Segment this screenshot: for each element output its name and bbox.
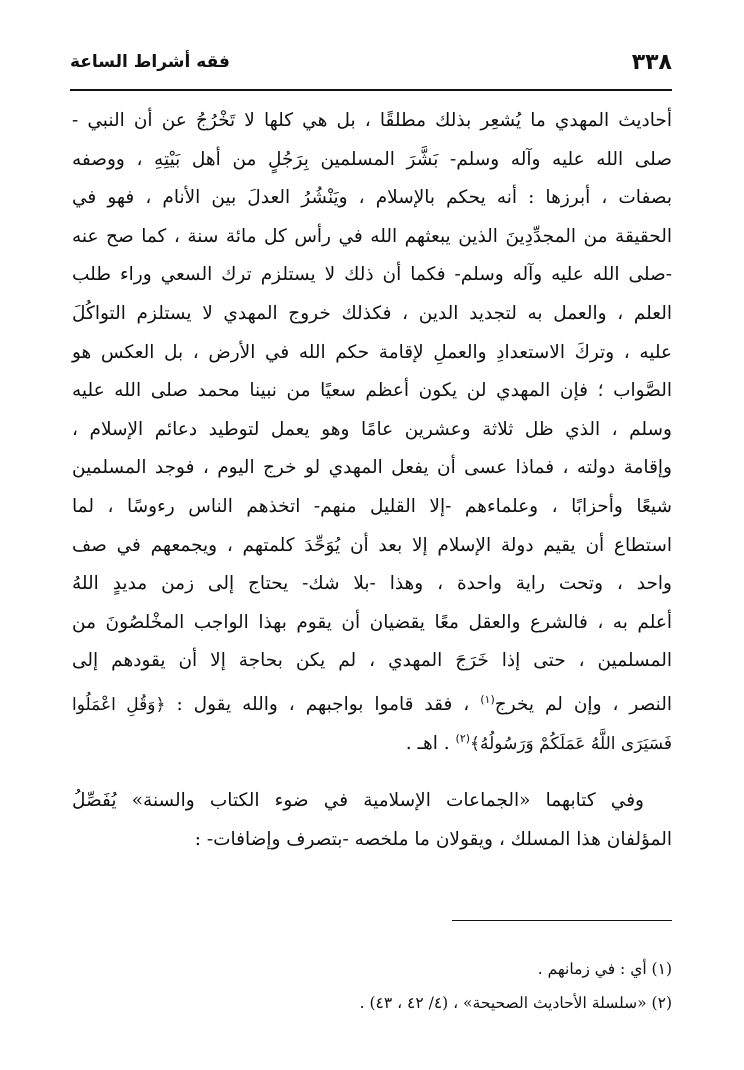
line-segment: النصر ، وإن لم يخرج	[494, 694, 673, 716]
text-line: وفي كتابهما «الجماعات الإسلامية في ضوء الكتاب والسنة» يُفَصِّلُ	[72, 790, 644, 812]
text-line: صلى الله عليه وآله وسلم- بَشَّرَ المسلمين بِرَجُلٍ من أهل بَيْتِهِ ، ووصفه	[72, 148, 672, 170]
line-segment: ، فقد قاموا بواجبهم ، والله يقول :	[165, 694, 481, 716]
text-line	[72, 720, 672, 759]
text-line: عليه ، وتركَ الاستعدادِ والعملِ لإقامة حكم الله في الأرض ، بل العكس هو	[72, 341, 672, 363]
page-number: ٣٣٨	[631, 50, 672, 75]
line-segment: . اهـ .	[405, 732, 456, 754]
footnote-ref-1[interactable]: (١)	[480, 692, 495, 706]
text-line: الحقيقة من المجدِّدِينَ الذين يبعثهم الله في رأس كل مائة سنة ، كما صح عنه	[72, 225, 672, 247]
text-line: وسلم ، الذي ظل ثلاثة وعشرين عامًا وهو يعمل لتوطيد دعائم الإسلام ،	[72, 418, 672, 440]
text-line: بصفات ، أبرزها : أنه يحكم بالإسلام ، ويَنْشُرُ العدلَ بين الأنام ، فهو في	[72, 187, 672, 209]
text-line: واحد ، وتحت راية واحدة ، وهذا -بلا شك- يحتاج إلى زمن مديدٍ اللهُ	[72, 573, 672, 595]
running-title: فقه أشراط الساعة	[70, 52, 230, 72]
text-line: شيعًا وأحزابًا ، وعلماءهم -إلا القليل منهم- اتخذهم الناس رءوسًا ، لما	[72, 495, 672, 517]
paragraph-gap	[72, 758, 672, 782]
footnote-separator	[452, 920, 672, 921]
text-line: العلم ، والعمل به لتجديد الدين ، فكذلك خروج المهدي لا يستلزم التواكُلَ	[72, 302, 672, 324]
text-line: أعلم به ، فالشرع والعقل معًا يقضيان أن يقوم بهذا الواجب المخْلصُونَ من	[72, 611, 672, 633]
footnote-ref-2[interactable]: (٢)	[455, 731, 471, 745]
header-rule	[70, 89, 672, 91]
footnotes	[72, 952, 672, 1020]
text-line: المؤلفان هذا المسلك ، ويقولان ما ملخصه -بتصرف وإضافات- :	[194, 828, 672, 850]
text-line: وإقامة دولته ، فماذا عسى أن يفعل المهدي لو خرج اليوم ، فوجد المسلمين	[72, 457, 672, 479]
quran-verse: ﴿وَقُلِ اعْمَلُوا	[72, 695, 166, 716]
text-line: أحاديث المهدي ما يُشعِر بذلك مطلقًا ، بل هي كلها لا تَخْرُجُ عن أن النبي -	[72, 110, 672, 131]
quran-verse: فَسَيَرَى اللَّهُ عَمَلَكُمْ وَرَسُولُهُ﴾	[470, 733, 672, 754]
text-line: الصَّواب ؛ فإن المهدي لن يكون أعظم سعيًا من نبينا محمد صلى الله عليه	[72, 380, 672, 402]
page-header	[70, 44, 672, 84]
text-line: المسلمين ، حتى إذا خَرَجَ المهدي ، لم يكن بحاجة إلا أن يقودهم إلى	[72, 650, 672, 672]
text-line	[72, 681, 672, 720]
footnote-1: (١) أي : في زمانهم .	[537, 960, 672, 978]
text-line: -صلى الله عليه وآله وسلم- فكما أن ذلك لا يستلزم ترك السعي وراء طلب	[72, 264, 672, 286]
main-text	[72, 102, 672, 859]
footnote-2: (٢) «سلسلة الأحاديث الصحيحة» ، (٤/ ٤٢ ، ٤٣) .	[359, 994, 672, 1012]
text-line: استطاع أن يقيم دولة الإسلام إلا بعد أن يُوَحِّدَ كلمتهم ، ويجمعهم في صف	[72, 534, 672, 556]
